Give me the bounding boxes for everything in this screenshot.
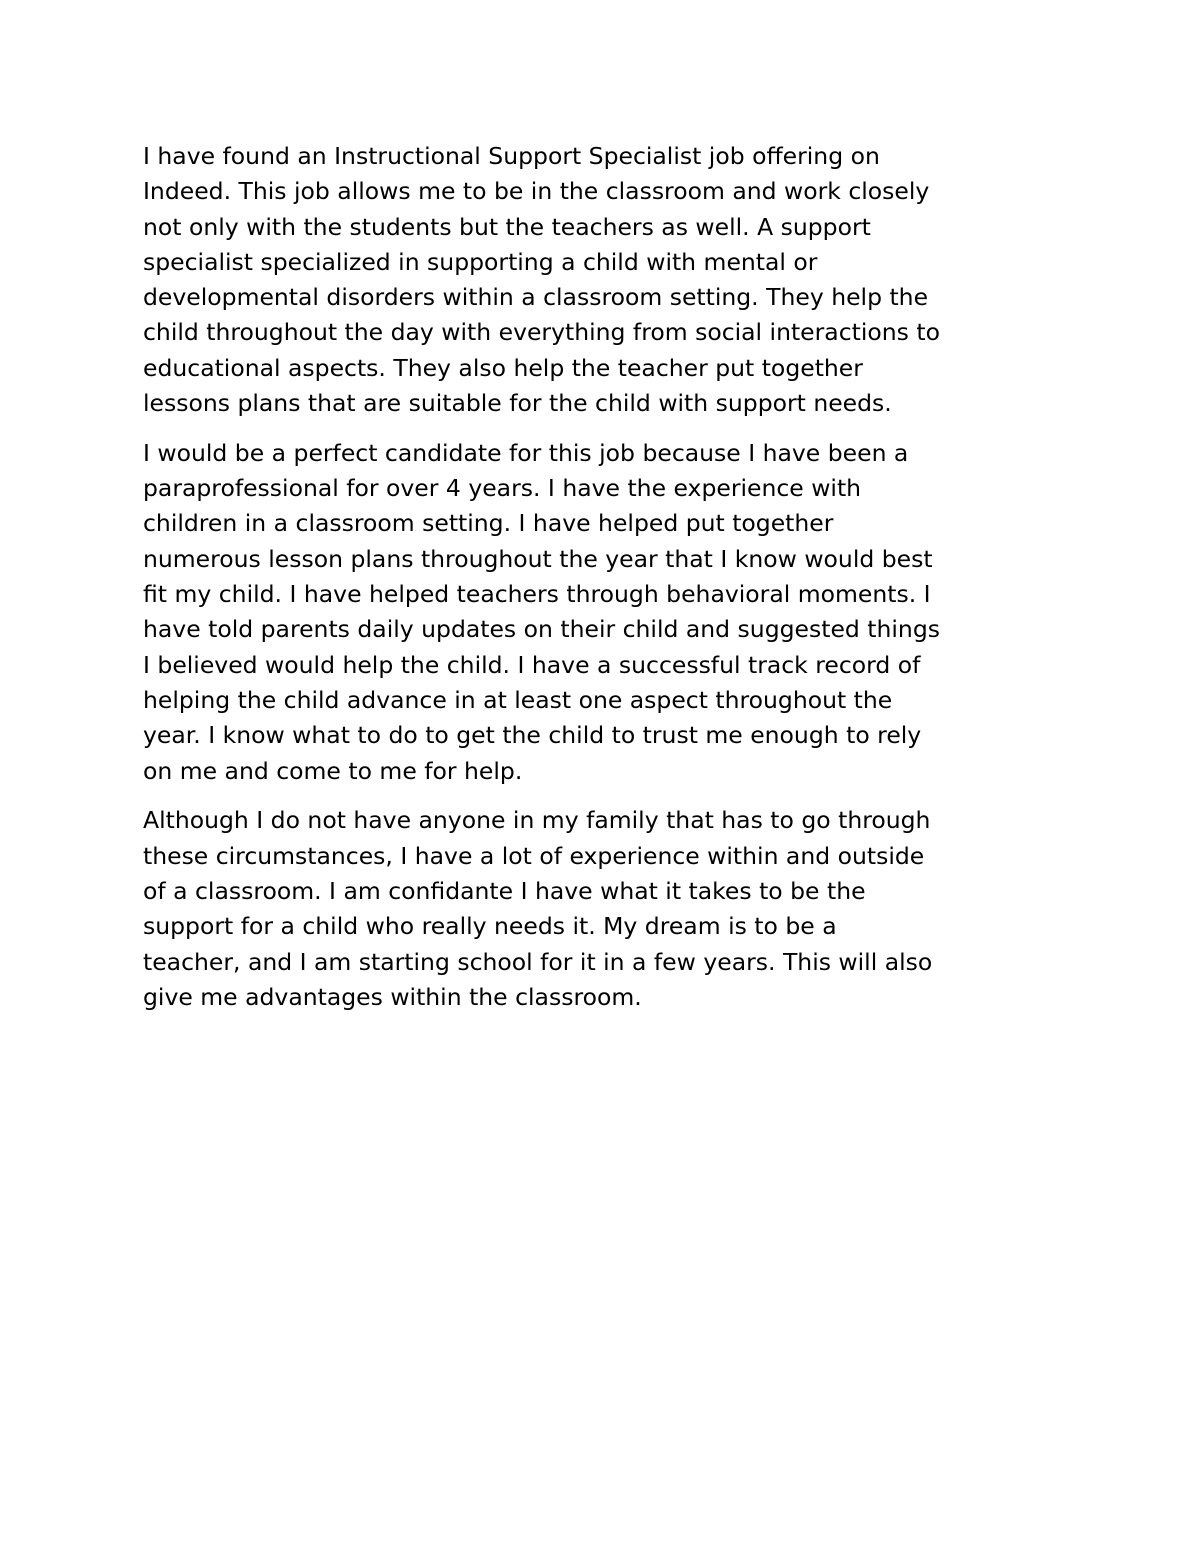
text-line: numerous lesson plans throughout the year that I know would best [143,544,933,573]
text-line: I believed would help the child. I have a successful track record of [143,650,921,679]
text-line: support for a child who really needs it. My dream is to be a [143,912,837,941]
text-line: I would be a perfect candidate for this job because I have been a [143,438,909,467]
paragraph-2 [143,436,1068,789]
paragraph-3 [143,803,1068,1015]
text-line: children in a classroom setting. I have helped put together [143,509,834,538]
text-line: specialist specialized in supporting a child with mental or [143,247,818,276]
text-line: teacher, and I am starting school for it in a few years. This will also [143,947,933,976]
text-line: lessons plans that are suitable for the child with support needs. [143,389,892,418]
text-line: not only with the students but the teachers as well. A support [143,212,871,241]
text-line: give me advantages within the classroom. [143,982,642,1011]
text-line: on me and come to me for help. [143,756,523,785]
text-line: of a classroom. I am confidante I have what it takes to be the [143,876,866,905]
text-line: I have found an Instructional Support Specialist job offering on [143,142,880,170]
text-line: Although I do not have anyone in my family that has to go through [143,806,931,835]
text-line: fit my child. I have helped teachers through behavioral moments. I [143,580,931,609]
text-line: child throughout the day with everything from social interactions to [143,318,940,347]
text-line: these circumstances, I have a lot of experience within and outside [143,841,925,870]
text-line: Indeed. This job allows me to be in the classroom and work closely [143,177,930,206]
text-line: helping the child advance in at least one aspect throughout the [143,685,893,714]
text-line: educational aspects. They also help the teacher put together [143,353,863,382]
text-line: paraprofessional for over 4 years. I have the experience with [143,474,862,503]
text-line: developmental disorders within a classroom setting. They help the [143,283,929,312]
text-line: year. I know what to do to get the child to trust me enough to rely [143,721,922,750]
document-body [143,139,1068,1030]
text-line: have told parents daily updates on their child and suggested things [143,615,940,644]
paragraph-1 [143,139,1068,421]
